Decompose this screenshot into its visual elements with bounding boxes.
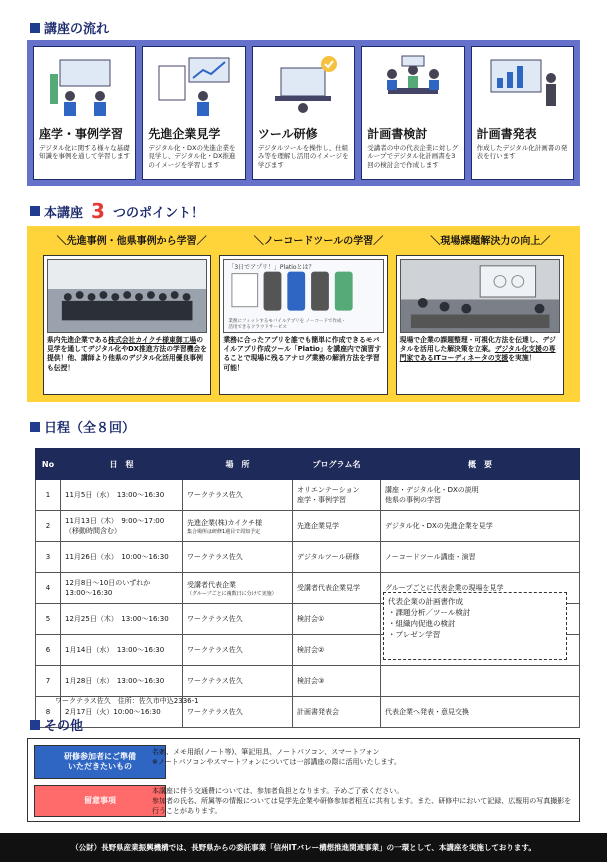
row-program: デジタルツール研修 [293,542,381,573]
row-summary: 講座・デジタル化・DXの説明 他県の事例の学習 [381,480,580,511]
section-title-other: その他 [30,715,83,734]
preparation-text: 名刺、メモ用紙(ノート等)、筆記用具、ノートパソコン、スマートフォン ※ノートパソコンやスマートフォンについては一部講座の際に活用いたします。 [152,748,401,767]
square-bullet-icon [30,720,40,730]
row-place [183,511,293,542]
row-summary: ノーコードツール講座・演習 [381,542,580,573]
seminar-photo-icon [400,259,560,333]
section-title-points: 本講座 3 つのポイント！ [30,199,204,223]
square-bullet-icon [30,422,40,432]
row-date: 1月28日（水） 13:00～16:30 [61,666,183,697]
flow-card-visit: 先進企業見学 デジタル化・DXの先進企業を見学し、デジタル化・DX推進のイメージを学習します [142,46,245,180]
row-date: 12月8日～10日のいずれか 13:00～16:30 [61,573,183,604]
preparation-tag: 研修参加者にご準備 いただきたいもの [34,745,166,779]
row-date: 11月26日（水） 10:00～16:30 [61,542,183,573]
row-number: 1 [36,480,61,511]
row-date: 11月13日（木） 9:00～17:00 （移動時間含む） [61,511,183,542]
table-row [36,480,580,511]
table-header-row: No 日 程 場 所 プログラム名 概 要 [36,449,580,480]
place-name: ワークテラス佐久 [187,491,243,499]
section-title-schedule: 日程（全８回） [30,417,135,436]
place-name: 受講者代表企業 [187,580,236,589]
lecture-illustration-icon [34,47,135,123]
place-name: 先進企業(株)カイクチ様 [187,518,263,527]
row-program: 検討会② [293,635,381,666]
place-name: ワークテラス佐久 [187,677,243,685]
row-date: 1月14日（水） 13:00～16:30 [61,635,183,666]
notes-text: 本講座に伴う交通費については、参加者負担となります。予めご了承ください。 参加者の氏名、所属等の情報については見学先企業や研修参加者相互に共有します。また、研修中において記録、広報用の写真撮影を行うことがあります。 [152,787,572,816]
group-photo-icon [47,259,207,333]
row-number: 7 [36,666,61,697]
notes-tag: 留意事項 [34,785,166,817]
row-summary: 代表企業へ発表・意見交換 [381,697,580,728]
row-program: 検討会① [293,604,381,635]
table-row [36,511,580,542]
row-place [183,697,293,728]
row-program: 受講者代表企業見学 [293,573,381,604]
row-summary: グループごとに代表企業の現場を見学 [381,573,580,604]
square-bullet-icon [30,23,40,33]
table-row [36,666,580,697]
row-number: 6 [36,635,61,666]
place-note: （グループごとに複数日に分けて実施） [187,590,277,597]
flow-panel [27,40,580,186]
row-program: 計画書発表会 [293,697,381,728]
meeting-illustration-icon [362,47,463,123]
schedule-footnote: ワークテラス佐久 住所：佐久市中込2336-1 [55,697,199,705]
point-text-problem-solving: 現場で企業の課題整理・可視化方法を伝達し、デジタルを活用した解決策を立案。デジタル化支援の専門家であるITコーディネータの支援を実施！ [399,336,556,363]
square-bullet-icon [30,206,40,216]
presentation-illustration-icon [472,47,573,123]
row-place [183,573,293,604]
row-date: 12月25日（木） 13:00～16:30 [61,604,183,635]
row-place [183,666,293,697]
laptop-illustration-icon [253,47,354,123]
place-name: ワークテラス佐久 [187,553,243,561]
flow-card-presentation: 計画書発表 作成したデジタル化計画書の発表を行います [471,46,574,180]
other-panel [27,738,580,822]
row-number: 5 [36,604,61,635]
points-cards [33,255,574,395]
point-text-case-study: 県内先進企業である株式会社カイクチ様東御工場の見学を通してデジタル化やDX推進方法の学習機会を提供！他、講師より他県のデジタル化活用優良事例も伝授！ [47,336,208,372]
place-name: ワークテラス佐久 [187,646,243,654]
flow-card-plan: 計画書検討 受講者の中の代表企業に対しグループでデジタル化計画書を3回の検討会で作成します [361,46,464,180]
flow-card-tool: ツール研修 デジタルツールを操作し、仕組み等を理解し活用のイメージを学びます [252,46,355,180]
section-title-flow: 講座の流れ [30,18,109,37]
place-name: ワークテラス佐久 [187,615,243,623]
row-program: 先進企業見学 [293,511,381,542]
row-program: 検討会③ [293,666,381,697]
row-number: 4 [36,573,61,604]
point-card-nocode [219,255,387,395]
row-place [183,604,293,635]
points-panel [27,226,580,402]
row-number: 3 [36,542,61,573]
row-place [183,480,293,511]
merged-summary-box: 代表企業の計画書作成 ・課題分析／ツール検討 ・組織内促進の検討 ・プレゼン学習 [383,592,567,660]
point-card-problem-solving [396,255,564,395]
footer-banner: （公財）長野県産業振興機構では、長野県からの委託事業「信州ITバレー構想推進関連事業」の一環として、本講座を実施しております。 [0,833,607,862]
row-date: 2月17日（火）10:00～16:30 [61,697,183,728]
place-name: ワークテラス佐久 [187,708,243,716]
row-place [183,542,293,573]
row-summary [381,666,580,697]
place-note: 集合場所は研修1週目で周知予定 [187,528,261,535]
row-date: 11月5日（水） 13:00～16:30 [61,480,183,511]
row-number: 2 [36,511,61,542]
analytics-illustration-icon [143,47,244,123]
row-summary: デジタル化・DXの先進企業を見学 [381,511,580,542]
app-screenshot-icon: 「3日でアプリ！」Platioとは？ 業務にフィットするモバイルアプリを ノーコードで作成・活用できるクラウドサービス [223,259,383,333]
point-card-case-study [43,255,211,395]
row-number: 8 [36,697,61,728]
flow-card-lecture: 座学・事例学習 デジタル化に関する様々な基礎知識を事例を通して学習します [33,46,136,180]
points-headings: ＼先進事例・他県事例から学習／ ＼ノーコードツールの学習／ ＼現場課題解決力の向上／ [56,236,551,247]
table-row [36,542,580,573]
schedule-table [35,448,580,728]
row-program: オリエンテーション 座学・事例学習 [293,480,381,511]
point-text-nocode: 業務に合ったアプリを誰でも簡単に作成できるモバイルアプリ作成ツール「Platio」を講座内で演習することで現場に残るアナログ業務の解消方法を学習可能！ [223,336,382,372]
row-place [183,635,293,666]
